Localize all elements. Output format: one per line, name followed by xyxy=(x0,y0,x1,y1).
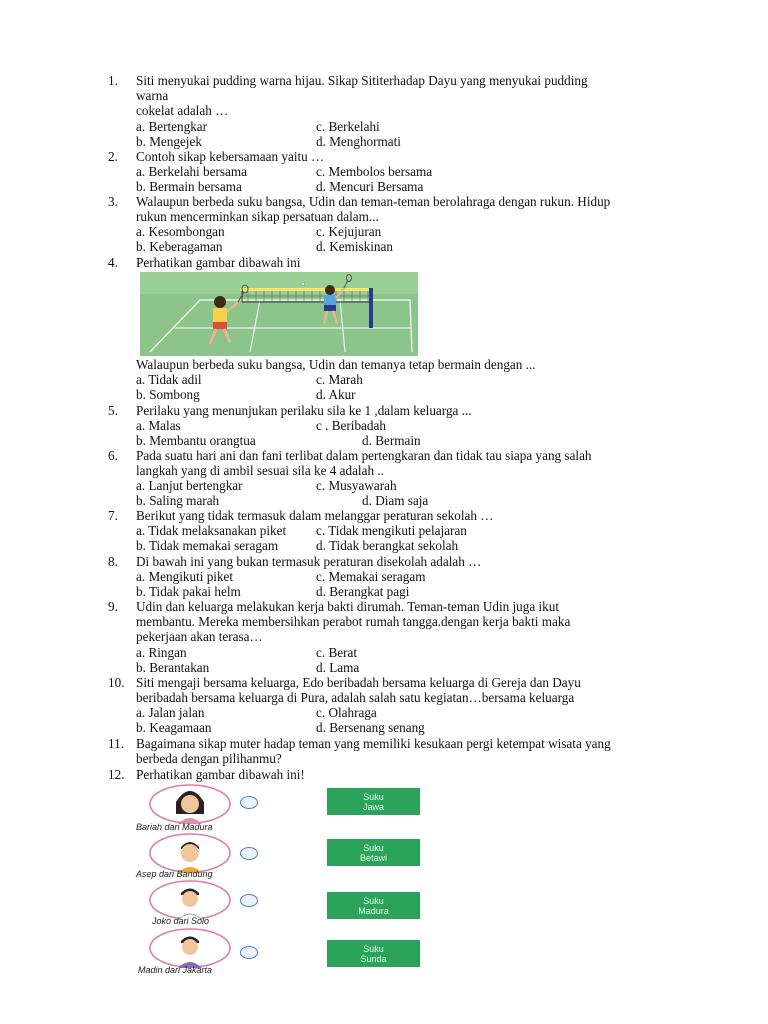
connector-dot[interactable] xyxy=(240,847,258,860)
option-b: b. Tidak pakai helm xyxy=(136,584,241,599)
tribe-box-sunda[interactable] xyxy=(327,940,420,967)
option-d: d. Tidak berangkat sekolah xyxy=(316,538,459,553)
option-d: d. Mencuri Bersama xyxy=(316,179,424,194)
tribe-name: Madura xyxy=(358,906,389,916)
question-text xyxy=(136,357,684,372)
tribe-box-jawa[interactable] xyxy=(327,788,420,815)
question-line: cokelat adalah … xyxy=(136,103,229,118)
tribe-box-betawi[interactable] xyxy=(327,839,420,866)
question-number: 3. xyxy=(108,194,118,209)
question-line: beribadah bersama keluarga di Pura, adalah salah satu kegiatan…bersama keluarga xyxy=(136,690,575,705)
question-number: 12. xyxy=(108,767,125,782)
option-a: a. Lanjut bertengkar xyxy=(136,478,243,493)
question-line: membantu. Mereka membersihkan perabot rumah tangga.dengan kerja bakti maka xyxy=(136,614,571,629)
joko-portrait-icon xyxy=(148,880,232,920)
option-c: c. Membolos bersama xyxy=(316,164,433,179)
question-line: Perhatikan gambar dibawah ini xyxy=(136,255,301,270)
option-a: a. Tidak adil xyxy=(136,372,202,387)
badminton-court-image xyxy=(140,272,418,356)
option-b: b. Berantakan xyxy=(136,660,210,675)
option-a: a. Tidak melaksanakan piket xyxy=(136,523,287,538)
question-number: 6. xyxy=(108,448,118,463)
option-a: a. Malas xyxy=(136,418,181,433)
option-d: d. Akur xyxy=(316,387,356,402)
option-d: d. Diam saja xyxy=(362,493,429,508)
madin-portrait-icon xyxy=(148,928,232,968)
question-number: 4. xyxy=(108,255,118,270)
question-number: 1. xyxy=(108,73,118,88)
option-d: d. Lama xyxy=(316,660,360,675)
question-line: pekerjaan akan terasa… xyxy=(136,629,263,644)
question-line: Berikut yang tidak termasuk dalam melanggar peraturan sekolah … xyxy=(136,508,494,523)
question-text xyxy=(136,448,684,478)
question-line: Bagaimana sikap muter hadap teman yang memiliki kesukaan pergi ketempat wisata yang xyxy=(136,736,611,751)
person-caption: Asep dari Bandung xyxy=(136,869,213,879)
question-text xyxy=(136,675,684,705)
option-d: d. Bermain xyxy=(362,433,421,448)
option-a: a. Mengikuti piket xyxy=(136,569,234,584)
question-text xyxy=(136,149,684,164)
question-text xyxy=(136,73,684,118)
person-caption: Madin dari Jakarta xyxy=(138,965,213,975)
match-row-3 xyxy=(136,880,426,928)
option-b: b. Keagamaan xyxy=(136,720,212,735)
question-text xyxy=(136,599,684,644)
question-number: 8. xyxy=(108,554,118,569)
match-row-2 xyxy=(136,833,426,881)
option-c: c. Memakai seragam xyxy=(316,569,426,584)
option-b: b. Membantu orangtua xyxy=(136,433,256,448)
question-line: Perilaku yang menunjukan perilaku sila ke 1 ,dalam keluarga ... xyxy=(136,403,472,418)
question-line: berbeda dengan pilihanmu? xyxy=(136,751,282,766)
badminton-illustration xyxy=(140,272,418,356)
option-b: b. Sombong xyxy=(136,387,200,402)
option-d: d. Menghormati xyxy=(316,134,401,149)
question-text xyxy=(136,736,684,766)
option-c: c. Olahraga xyxy=(316,705,377,720)
question-number: 7. xyxy=(108,508,118,523)
question-line: Contoh sikap kebersamaan yaitu … xyxy=(136,149,325,164)
option-c: c. Marah xyxy=(316,372,363,387)
question-line: warna xyxy=(136,88,169,103)
option-a: a. Kesombongan xyxy=(136,224,225,239)
tribe-label: Suku xyxy=(363,896,384,906)
question-line: Siti menyukai pudding warna hijau. Sikap Sititerhadap Dayu yang menyukai pudding xyxy=(136,73,588,88)
asep-portrait-icon xyxy=(148,833,232,873)
option-a: a. Jalan jalan xyxy=(136,705,205,720)
option-c: c . Beribadah xyxy=(316,418,386,433)
question-line: rukun mencerminkan sikap persatuan dalam... xyxy=(136,209,379,224)
question-number: 11. xyxy=(108,736,124,751)
match-row-4 xyxy=(136,928,426,976)
tribe-box-madura[interactable] xyxy=(327,892,420,919)
option-d: d. Bersenang senang xyxy=(316,720,425,735)
question-number: 2. xyxy=(108,149,118,164)
question-line: Udin dan keluarga melakukan kerja bakti dirumah. Teman-teman Udin juga ikut xyxy=(136,599,560,614)
tribe-name: Jawa xyxy=(362,802,384,812)
match-row-1 xyxy=(136,784,426,832)
option-c: c. Musyawarah xyxy=(316,478,397,493)
question-text xyxy=(136,255,684,270)
option-c: c. Kejujuran xyxy=(316,224,382,239)
question-line: Di bawah ini yang bukan termasuk peraturan disekolah adalah … xyxy=(136,554,482,569)
tribe-label: Suku xyxy=(363,792,384,802)
question-text xyxy=(136,767,684,782)
question-text xyxy=(136,554,684,569)
question-number: 9. xyxy=(108,599,118,614)
person-caption: Bariah dari Madura xyxy=(136,822,213,832)
tribe-name: Betawi xyxy=(359,853,387,863)
option-b: b. Bermain bersama xyxy=(136,179,242,194)
question-number: 5. xyxy=(108,403,118,418)
connector-dot[interactable] xyxy=(240,946,258,959)
option-a: a. Berkelahi bersama xyxy=(136,164,247,179)
option-c: c. Berkelahi xyxy=(316,119,380,134)
question-number: 10. xyxy=(108,675,125,690)
tribe-label: Suku xyxy=(363,944,384,954)
option-b: b. Tidak memakai seragam xyxy=(136,538,279,553)
question-text xyxy=(136,508,684,523)
option-b: b. Mengejek xyxy=(136,134,202,149)
question-line: langkah yang di ambil sesuai sila ke 4 adalah .. xyxy=(136,463,384,478)
option-b: b. Saling marah xyxy=(136,493,220,508)
bariah-portrait-icon xyxy=(148,784,232,824)
option-a: a. Ringan xyxy=(136,645,187,660)
tribe-name: Sunda xyxy=(360,954,387,964)
option-a: a. Bertengkar xyxy=(136,119,208,134)
question-line: Pada suatu hari ani dan fani terlibat dalam pertengkaran dan tidak tau siapa yang salah xyxy=(136,448,592,463)
question-line: Siti mengaji bersama keluarga, Edo beribadah bersama keluarga di Gereja dan Dayu xyxy=(136,675,581,690)
tribe-label: Suku xyxy=(363,843,384,853)
question-text xyxy=(136,403,684,418)
connector-dot[interactable] xyxy=(240,796,258,809)
question-line: Walaupun berbeda suku bangsa, Udin dan teman-teman berolahraga dengan rukun. Hidup xyxy=(136,194,611,209)
option-c: c. Tidak mengikuti pelajaran xyxy=(316,523,467,538)
question-text xyxy=(136,194,684,224)
option-d: d. Berangkat pagi xyxy=(316,584,410,599)
option-b: b. Keberagaman xyxy=(136,239,223,254)
option-c: c. Berat xyxy=(316,645,358,660)
option-d: d. Kemiskinan xyxy=(316,239,393,254)
question-line: Walaupun berbeda suku bangsa, Udin dan temanya tetap bermain dengan ... xyxy=(136,357,536,372)
connector-dot[interactable] xyxy=(240,894,258,907)
question-line: Perhatikan gambar dibawah ini! xyxy=(136,767,305,782)
person-caption: Joko dari Solo xyxy=(152,916,210,926)
